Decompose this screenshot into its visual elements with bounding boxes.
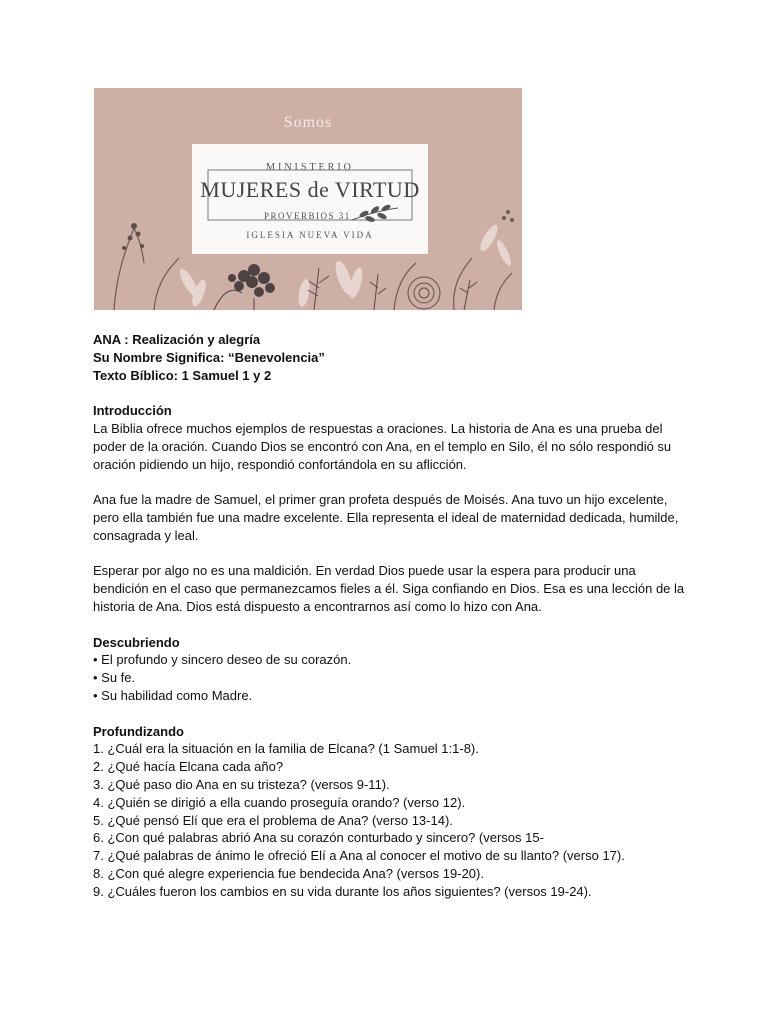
logo-line-proverbios: PROVERBIOS 31 [264, 211, 351, 221]
bullet-item: • El profundo y sincero deseo de su corazón. [93, 652, 352, 668]
document-body [93, 331, 693, 901]
logo-line-iglesia: IGLESIA NUEVA VIDA [246, 230, 374, 240]
intro-paragraph: Ana fue la madre de Samuel, el primer gran profeta después de Moisés. Ana tuvo un hijo excelente, pero ella también fue una madre excelente. Ella representa el ideal de maternidad dedicada, humilde, consagrada y leal. [93, 492, 679, 543]
ministry-logo-card [192, 144, 428, 254]
intro-paragraph: Esperar por algo no es una maldición. En verdad Dios puede usar la espera para producir una bendición en el caso que permanezcamos fieles a él. Siga confiando en Dios. Esa es una lección de la historia de Ana. Dios está dispuesto a encontrarnos así como lo hizo con Ana. [93, 563, 685, 614]
banner-somos-text: Somos [283, 114, 333, 131]
logo-line-mujeres-de-virtud: MUJERES de VIRTUD [200, 177, 420, 202]
descubriendo-heading: Descubriendo [93, 634, 180, 650]
ministry-banner-image [94, 88, 522, 310]
intro-paragraph: La Biblia ofrece muchos ejemplos de respuestas a oraciones. La historia de Ana es una prueba del poder de la oración. Cuando Dios se encontró con Ana, en el templo en Silo, él no sólo respondió su oración pidiendo un hijo, respondió confortándola en su aflicción. [93, 420, 672, 472]
question-item: 1. ¿Cuál era la situación en la familia de Elcana? (1 Samuel 1:1-8). [93, 741, 479, 757]
question-item: 3. ¿Qué paso dio Ana en su tristeza? (versos 9-11). [93, 776, 390, 792]
intro-heading: Introducción [93, 403, 172, 419]
question-item: 4. ¿Quién se dirigió a ella cuando proseguía orando? (verso 12). [93, 794, 466, 810]
question-item: 6. ¿Con qué palabras abrió Ana su corazón conturbado y sincero? (versos 15- [93, 830, 544, 846]
bullet-item: • Su habilidad como Madre. [93, 687, 253, 703]
bible-text-line: Texto Bíblico: 1 Samuel 1 y 2 [93, 367, 272, 383]
question-item: 5. ¿Qué pensó Elí que era el problema de Ana? (verso 13-14). [93, 812, 453, 828]
bullet-item: • Su fe. [93, 670, 136, 686]
logo-line-ministerio: MINISTERIO [266, 162, 354, 173]
profundizando-heading: Profundizando [93, 723, 184, 739]
title-line: ANA : Realización y alegría [93, 332, 261, 347]
question-item: 7. ¿Qué palabras de ánimo le ofreció Elí a Ana al conocer el motivo de su llanto? (verso 17). [93, 848, 625, 864]
question-item: 8. ¿Con qué alegre experiencia fue bendecida Ana? (versos 19-20). [93, 865, 484, 881]
question-item: 9. ¿Cuáles fueron los cambios en su vida durante los años siguientes? (versos 19-24). [93, 883, 592, 899]
meaning-line: Su Nombre Significa: “Benevolencia” [93, 349, 325, 365]
question-item: 2. ¿Qué hacía Elcana cada año? [93, 759, 284, 775]
